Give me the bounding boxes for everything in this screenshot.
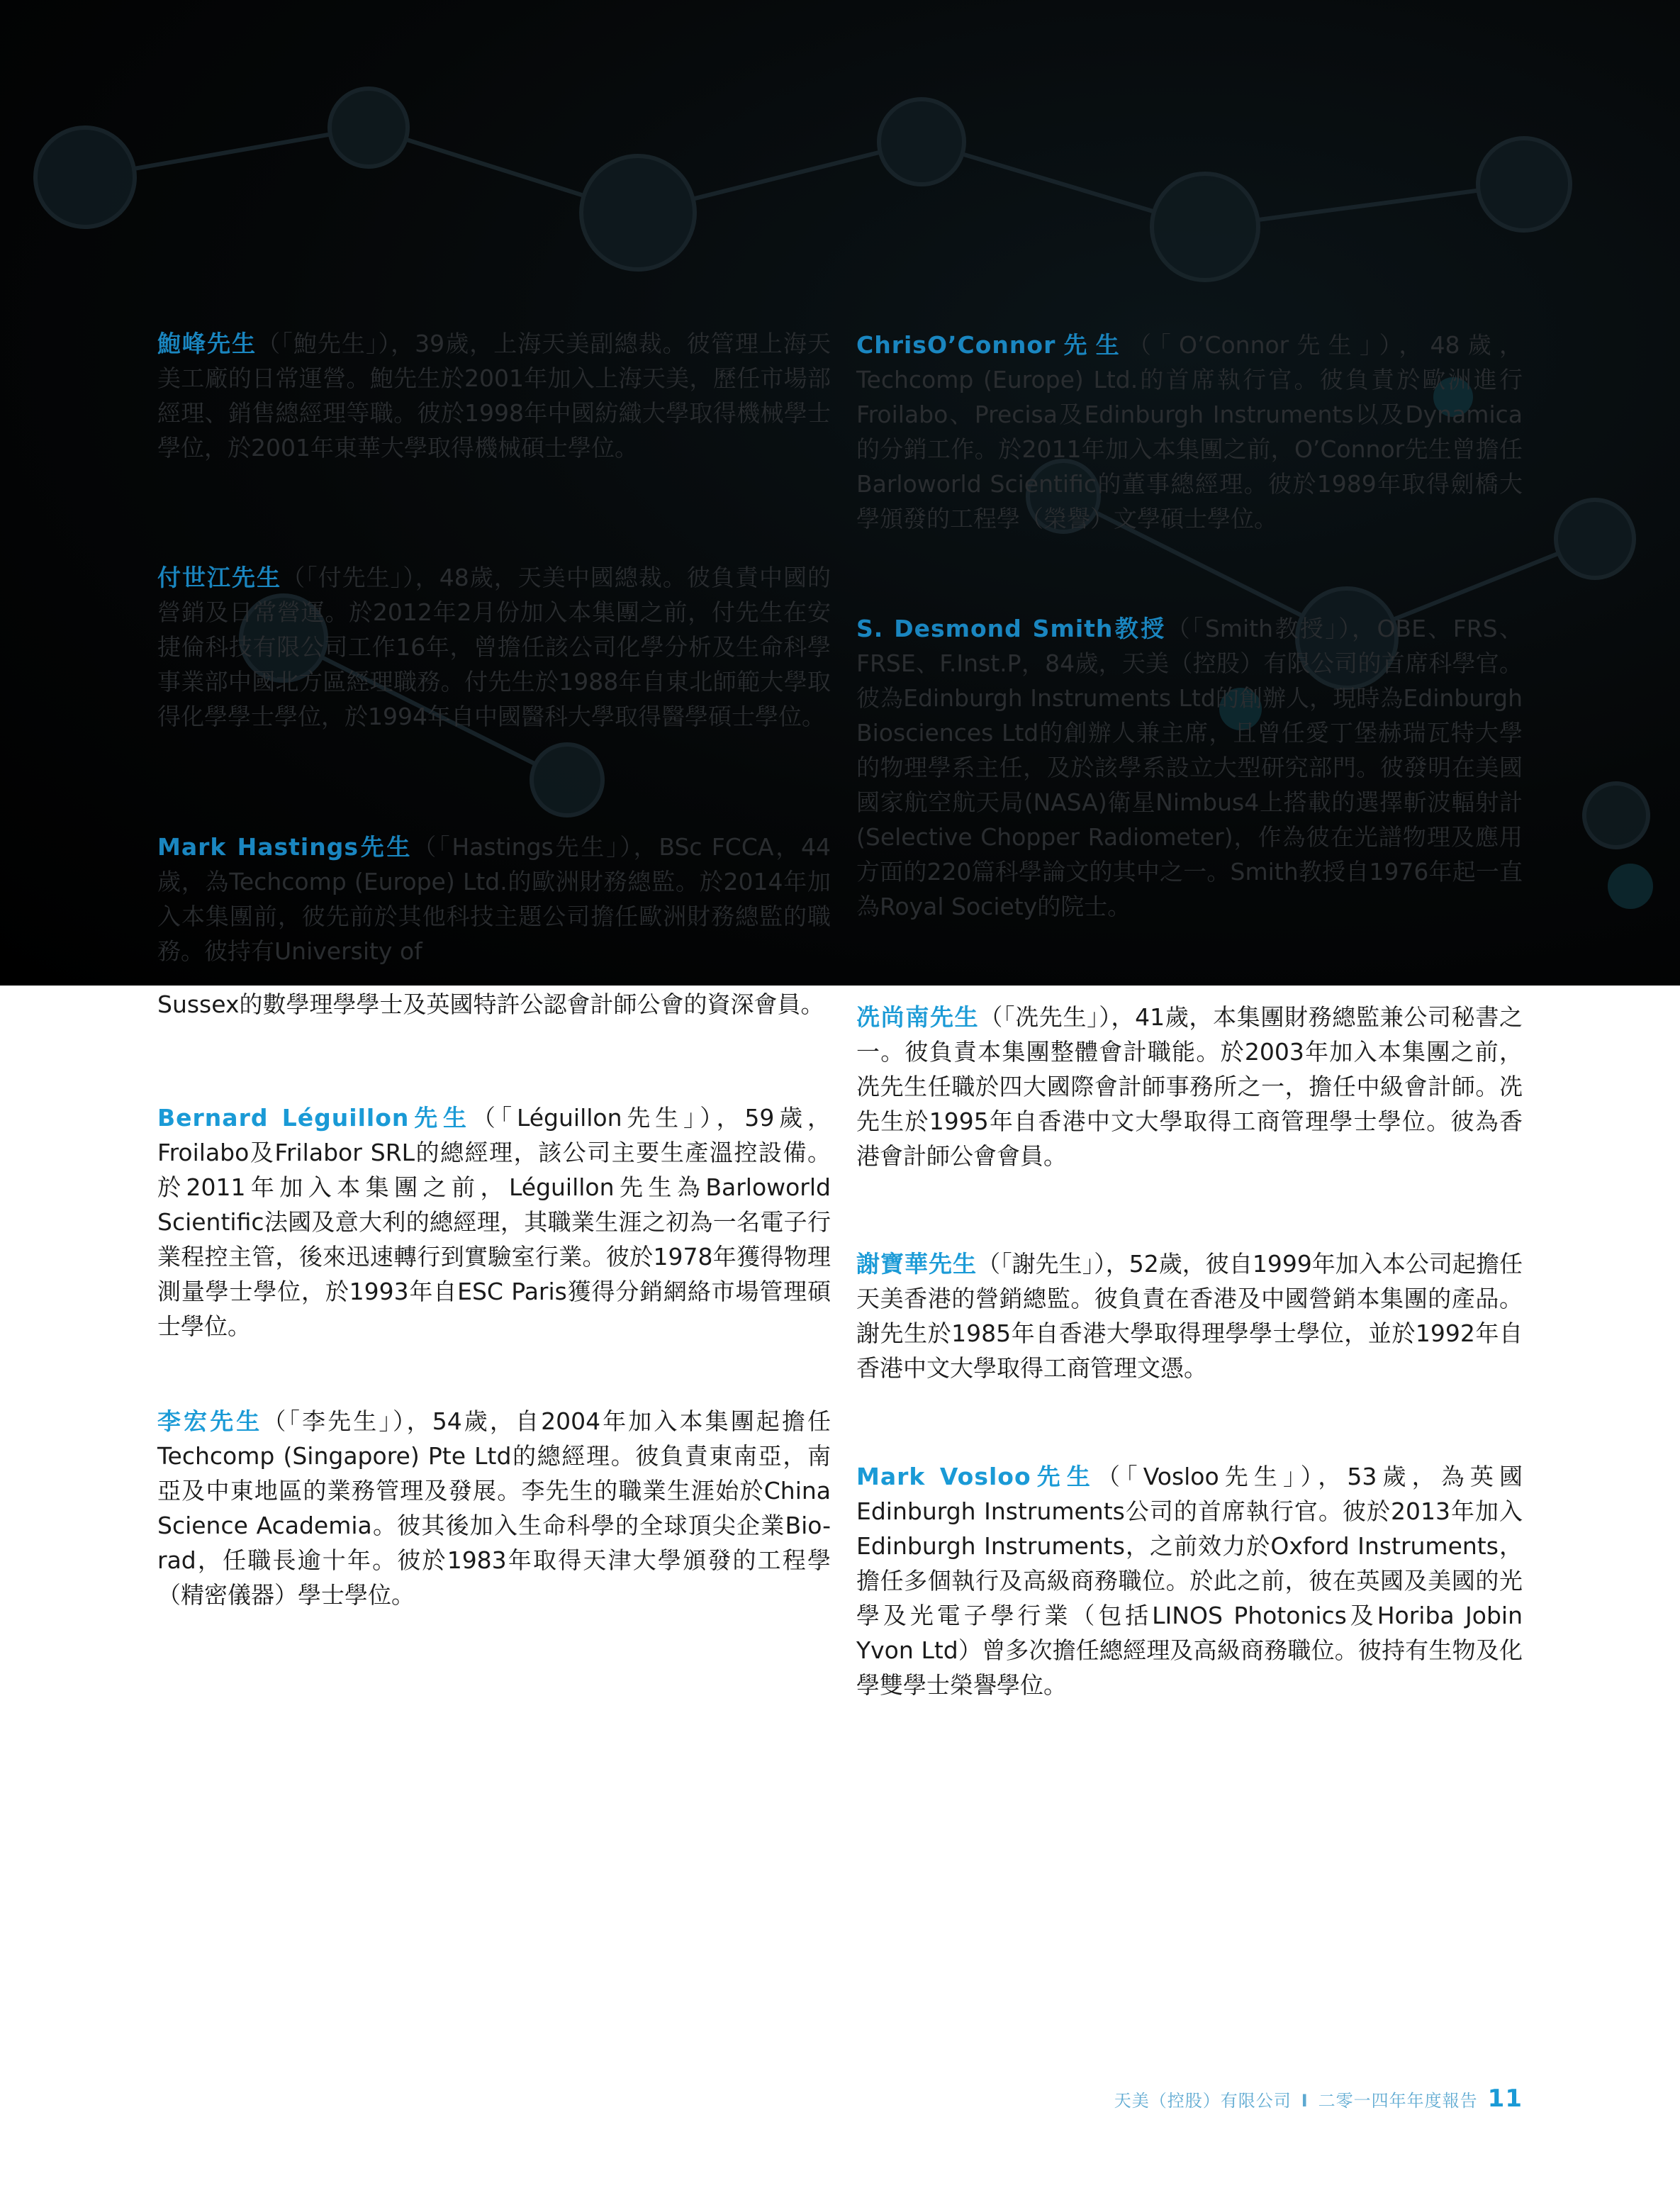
bio-name: S. Desmond Smith教授 — [856, 615, 1167, 642]
bio-text: （「謝先生」），52歲，彼自1999年加入本公司起擔任天美香港的營銷總監。彼負責在香港及中國營銷本集團的產品。謝先生於1985年自香港大學取得理學學士學位，並於1992年自香港中文大學取得工商管理文憑。 — [856, 1250, 1523, 1382]
bio-chris-oconnor — [856, 328, 1523, 536]
page-number: 11 — [1487, 2084, 1523, 2113]
bio-name: Mark Vosloo先生 — [856, 1463, 1097, 1490]
bio-mark-hastings-continued — [157, 987, 831, 1022]
bio-text: （「付先生」），48歲，天美中國總裁。彼負責中國的營銷及日常營運。於2012年2月份加入本集團之前，付先生在安捷倫科技有限公司工作16年，曾擔任該公司化學分析及生命科學事業部中國北方區經理職務。付先生於1988年自東北師範大學取得化學學士學位，於1994年自中國醫科大學取得醫學碩士學位。 — [157, 564, 831, 730]
bio-name: ChrisO’Connor先生 — [856, 331, 1129, 359]
bio-name: 付世江先生 — [157, 564, 282, 591]
bio-text: （「Léguillon先生」），59歲，Froilabo及Frilabor SRL的總經理，該公司主要生產溫控設備。於2011年加入本集團之前，Léguillon先生為Barloworld Scientific法國及意大利的總經理，其職業生涯之初為一名電子行業程控主管，後來迅速轉行到實驗室行業。彼於1978年獲得物理測量學士學位，於1993年自ESC Paris獲得分銷網絡市場管理碩士學位。 — [157, 1104, 831, 1340]
bio-text-continued: Sussex的數學理學學士及英國特許公認會計師公會的資深會員。 — [157, 990, 824, 1018]
bio-xie-baohua — [856, 1246, 1523, 1385]
page-footer — [1114, 2084, 1523, 2113]
footer-company: 天美（控股）有限公司 — [1114, 2091, 1292, 2111]
bio-text: （「鮑先生」），39歲，上海天美副總裁。彼管理上海天美工廠的日常運營。鮑先生於2001年加入上海天美，歷任市場部經理、銷售總經理等職。彼於1998年中國紡織大學取得機械學士學位，於2001年東華大學取得機械碩士學位。 — [157, 330, 831, 462]
bio-mark-vosloo — [856, 1459, 1523, 1702]
bio-li-hong — [157, 1404, 831, 1612]
bio-text: （「Hastings先生」），BSc FCCA，44歲，為Techcomp (Europe) Ltd.的歐洲財務總監。於2014年加入本集團前，彼先前於其他科技主題公司擔任歐洲財務總監的職務。彼持有University of — [157, 833, 831, 965]
bio-desmond-smith — [856, 611, 1523, 924]
bio-name: Bernard Léguillon先生 — [157, 1104, 472, 1132]
bio-name: 鮑峰先生 — [157, 330, 257, 357]
bio-bao-feng — [157, 326, 831, 465]
bio-name: 李宏先生 — [157, 1407, 263, 1435]
bio-bernard-leguillon — [157, 1100, 831, 1344]
footer-separator: I — [1301, 2091, 1309, 2111]
bio-name: 謝寶華先生 — [856, 1250, 978, 1278]
bio-text: （「李先生」），54歲，自2004年加入本集團起擔任Techcomp (Singapore) Pte Ltd的總經理。彼負責東南亞，南亞及中東地區的業務管理及發展。李先生的職業生涯始於China Science Academia。彼其後加入生命科學的全球頂尖企業Bio-rad，任職長逾十年。彼於1983年取得天津大學頒發的工程學（精密儀器）學士學位。 — [157, 1407, 831, 1609]
footer-report-title: 二零一四年年度報告 — [1318, 2091, 1478, 2111]
bio-name: Mark Hastings先生 — [157, 833, 413, 861]
bio-fu-shijiang — [157, 560, 831, 734]
bio-text: （「Vosloo先生」），53歲，為英國Edinburgh Instruments公司的首席執行官。彼於2013年加入Edinburgh Instruments，之前效力於Oxford Instruments，擔任多個執行及高級商務職位。於此之前，彼在英國及美國的光學及光電子學行業（包括LINOS Photonics及Horiba Jobin Yvon Ltd）曾多次擔任總經理及高級商務職位。彼持有生物及化學雙學士榮譽學位。 — [856, 1463, 1523, 1699]
bio-text: （「冼先生」），41歲，本集團財務總監兼公司秘書之一。彼負責本集團整體會計職能。於2003年加入本集團之前，冼先生任職於四大國際會計師事務所之一，擔任中級會計師。冼先生於1995年自香港中文大學取得工商管理學士學位。彼為香港會計師公會會員。 — [856, 1003, 1523, 1170]
bio-mark-hastings — [157, 830, 831, 969]
bio-xian-shangnan — [856, 1000, 1523, 1173]
bio-name: 冼尚南先生 — [856, 1003, 980, 1031]
bio-text: （「O’Connor先生」），48歲，Techcomp (Europe) Ltd.的首席執行官。彼負責於歐洲進行Froilabo、Precisa及Edinburgh Instruments以及Dynamica的分銷工作。於2011年加入本集團之前，O’Connor先生曾擔任Barloworld Scientific的董事總經理。彼於1989年取得劍橋大學頒發的工程學（榮譽）文學碩士學位。 — [856, 331, 1523, 532]
bio-text: （「Smith教授」），OBE、FRS、FRSE、F.Inst.P，84歲，天美（控股）有限公司的首席科學官。彼為Edinburgh Instruments Ltd的創辦人，現時為Edinburgh Biosciences Ltd的創辦人兼主席，且曾任愛丁堡赫瑞瓦特大學的物理學系主任，及於該學系設立大型研究部門。彼發明在美國國家航空航天局(NASA)衛星Nimbus4上搭載的選擇斬波輻射計(Selective Chopper Radiometer)，作為彼在光譜物理及應用方面的220篇科學論文的其中之一。Smith教授自1976年起一直為Royal Society的院士。 — [856, 615, 1523, 920]
